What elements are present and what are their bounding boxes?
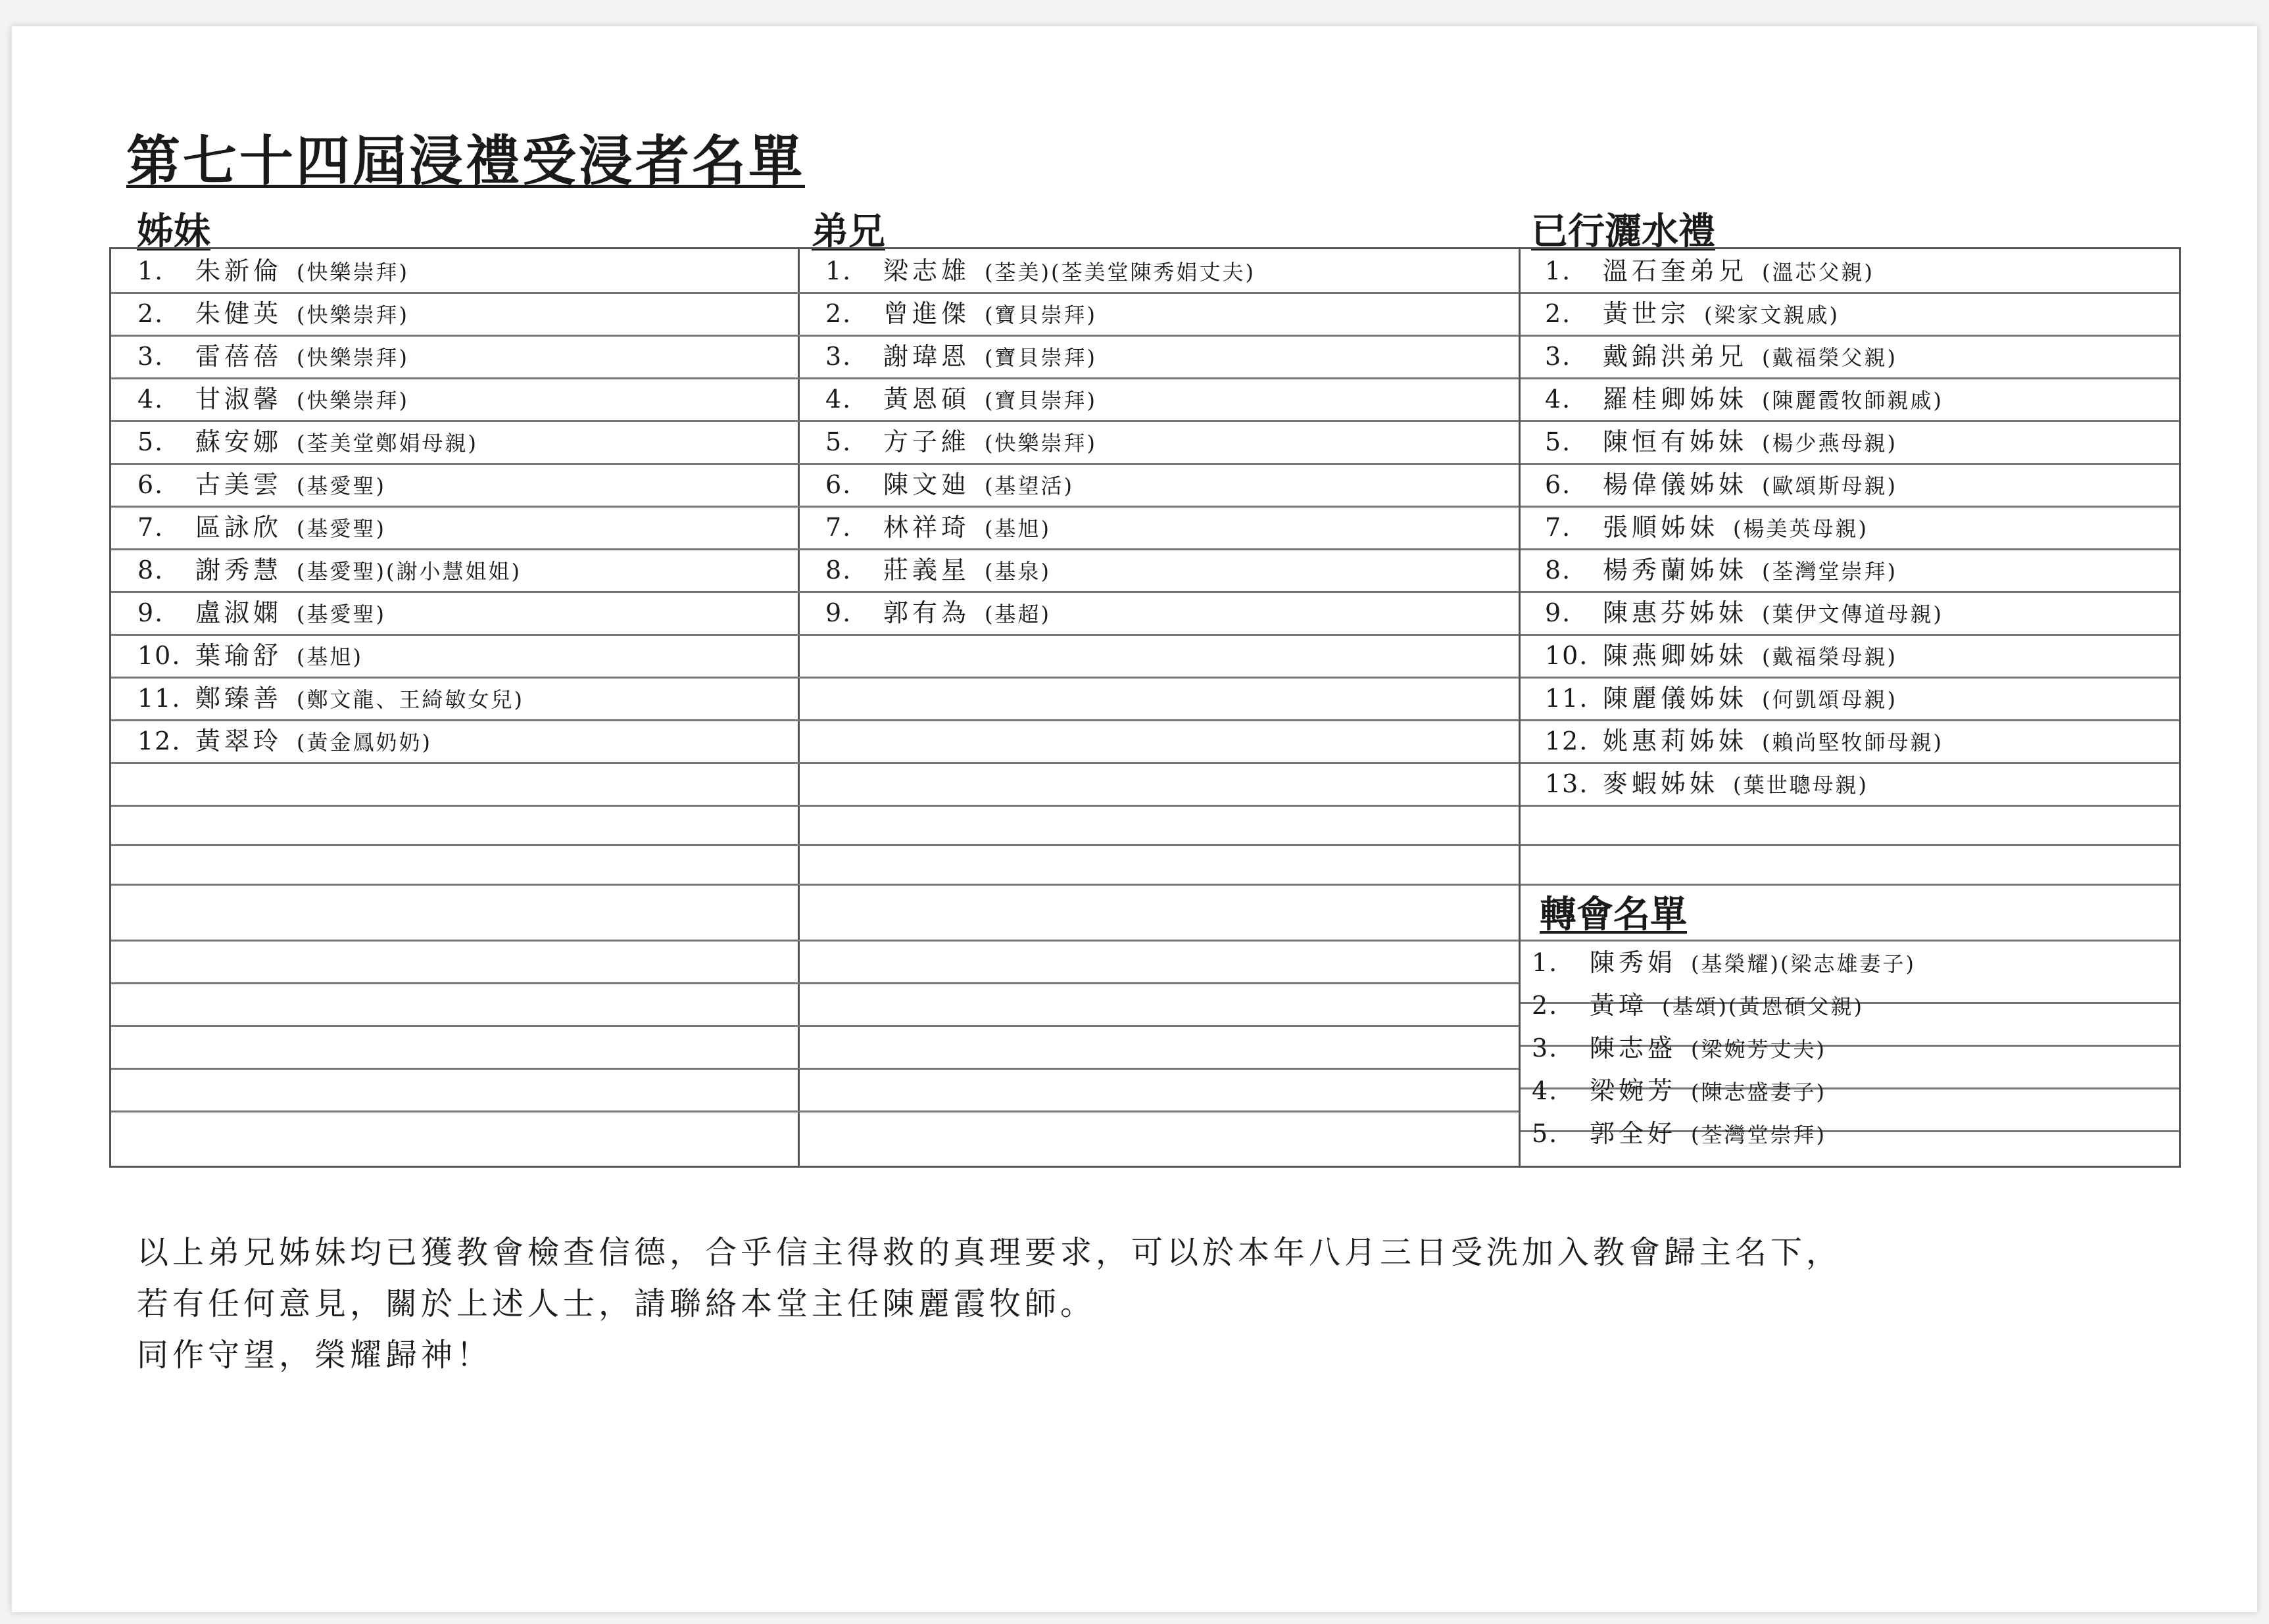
brother-row	[825, 515, 1051, 540]
row-rule	[1521, 506, 2179, 508]
row-rule	[1521, 634, 2179, 636]
row-number: 7.	[137, 513, 164, 542]
member-name: 陳文廸	[883, 470, 971, 499]
sister-row	[137, 515, 386, 540]
member-name: 雷蓓蓓	[195, 342, 283, 371]
member-name: 陳燕卿姊妹	[1603, 641, 1748, 670]
member-name: 朱新倫	[195, 256, 283, 285]
member-name: 陳恒有姊妹	[1603, 427, 1748, 456]
row-number: 6.	[825, 470, 852, 499]
member-note: (寶貝崇拜)	[985, 388, 1097, 413]
sprinkled-row	[1545, 301, 1840, 326]
sister-row	[137, 472, 386, 497]
member-name: 蘇安娜	[195, 427, 283, 456]
sister-row	[137, 686, 524, 711]
footer-line: 若有任何意見，關於上述人士，請聯絡本堂主任陳麗霞牧師。	[137, 1285, 1096, 1322]
row-rule	[111, 719, 1519, 721]
member-note: (楊少燕母親)	[1762, 431, 1897, 456]
row-rule	[111, 982, 1519, 984]
row-rule	[111, 420, 1519, 422]
member-name: 楊秀蘭姊妹	[1603, 556, 1748, 585]
row-number: 13.	[1545, 769, 1589, 798]
row-rule	[111, 292, 1519, 294]
member-note: (基旭)	[985, 516, 1051, 541]
member-note: (楊美英母親)	[1733, 516, 1868, 541]
member-name: 楊偉儀姊妹	[1603, 470, 1748, 499]
member-note: (葉伊文傳道母親)	[1762, 602, 1943, 627]
member-note: (基榮耀)(梁志雄妻子)	[1691, 951, 1916, 976]
member-name: 梁婉芳	[1590, 1076, 1677, 1105]
footer-notice	[137, 1227, 1842, 1381]
member-note: (基愛聖)	[297, 516, 386, 541]
member-name: 謝秀慧	[195, 556, 283, 585]
row-number: 11.	[1545, 684, 1589, 713]
row-number: 8.	[1545, 556, 1572, 585]
brother-row	[825, 429, 1097, 454]
row-number: 2.	[137, 299, 164, 328]
brother-row	[825, 472, 1074, 497]
member-note: (戴福榮母親)	[1762, 644, 1897, 669]
member-name: 黃璋	[1590, 991, 1648, 1020]
member-name: 姚惠莉姊妹	[1603, 727, 1748, 755]
member-name: 朱健英	[195, 299, 283, 328]
member-name: 麥蝦姊妹	[1603, 769, 1719, 798]
row-number: 8.	[825, 556, 852, 585]
row-number: 10.	[137, 641, 182, 670]
member-name: 陳秀娟	[1590, 948, 1677, 977]
row-number: 5.	[1545, 427, 1572, 456]
brother-row	[825, 258, 1256, 283]
row-number: 9.	[825, 598, 852, 627]
brothers-header: 弟兄	[812, 210, 885, 253]
row-rule	[111, 548, 1519, 550]
row-number: 5.	[825, 427, 852, 456]
row-number: 3.	[825, 342, 852, 371]
row-rule	[1521, 335, 2179, 337]
sprinkled-row	[1545, 686, 1897, 711]
row-number: 12.	[137, 727, 182, 755]
row-rule	[111, 506, 1519, 508]
member-note: (寶貝崇拜)	[985, 345, 1097, 370]
row-number: 2.	[1532, 991, 1559, 1020]
member-name: 陳麗儀姊妹	[1603, 684, 1748, 713]
member-name: 古美雲	[195, 470, 283, 499]
row-number: 1.	[825, 256, 852, 285]
member-note: (基愛聖)	[297, 473, 386, 498]
member-name: 羅桂卿姊妹	[1603, 385, 1748, 414]
member-note: (快樂崇拜)	[297, 302, 409, 327]
row-number: 7.	[1545, 513, 1572, 542]
member-name: 甘淑馨	[195, 385, 283, 414]
member-name: 郭全好	[1590, 1119, 1677, 1148]
row-number: 4.	[1545, 385, 1572, 414]
member-note: (陳志盛妻子)	[1691, 1080, 1826, 1105]
member-note: (荃灣堂崇拜)	[1762, 559, 1897, 584]
sister-row	[137, 600, 386, 625]
row-rule	[1521, 844, 2179, 846]
member-name: 郭有為	[883, 598, 971, 627]
row-number: 6.	[137, 470, 164, 499]
member-note: (快樂崇拜)	[297, 345, 409, 370]
member-note: (快樂崇拜)	[297, 388, 409, 413]
member-name: 陳志盛	[1590, 1034, 1677, 1063]
row-number: 5.	[1532, 1119, 1559, 1148]
sister-row	[137, 728, 432, 753]
row-number: 9.	[137, 598, 164, 627]
document-sheet	[12, 26, 2257, 1612]
column-divider	[798, 249, 800, 1166]
row-rule	[1521, 463, 2179, 465]
member-note: (溫芯父親)	[1762, 260, 1874, 285]
sister-row	[137, 558, 522, 583]
transfer-row	[1532, 1121, 1826, 1146]
sisters-header: 姊妹	[137, 210, 210, 253]
member-name: 鄭臻善	[195, 684, 283, 713]
transfer-header: 轉會名單	[1540, 893, 1687, 936]
sprinkled-row	[1545, 472, 1897, 497]
row-number: 4.	[1532, 1076, 1559, 1105]
row-number: 3.	[1545, 342, 1572, 371]
row-number: 7.	[825, 513, 852, 542]
page-title: 第七十四屆浸禮受浸者名單	[126, 130, 806, 193]
member-note: (梁婉芳丈夫)	[1691, 1037, 1826, 1062]
sprinkled-row	[1545, 600, 1943, 625]
member-note: (葉世聰母親)	[1733, 773, 1868, 798]
member-note: (寶貝崇拜)	[985, 302, 1097, 327]
row-number: 1.	[1532, 948, 1559, 977]
row-rule	[1521, 762, 2179, 764]
member-note: (陳麗霞牧師親戚)	[1762, 388, 1943, 413]
sprinkled-row	[1545, 429, 1897, 454]
member-note: (基愛聖)	[297, 602, 386, 627]
member-note: (荃美堂鄭娟母親)	[297, 431, 478, 456]
row-rule	[1521, 292, 2179, 294]
row-rule	[111, 335, 1519, 337]
member-note: (鄭文龍、王綺敏女兒)	[297, 687, 524, 712]
roster-table	[109, 247, 2181, 1168]
sprinkled-row	[1545, 728, 1943, 753]
sister-row	[137, 258, 409, 283]
member-name: 戴錦洪弟兄	[1603, 342, 1748, 371]
sprinkled-row	[1545, 771, 1868, 796]
row-number: 3.	[1532, 1034, 1559, 1063]
member-note: (荃灣堂崇拜)	[1691, 1122, 1826, 1147]
member-note: (基頌)(黃恩碩父親)	[1662, 994, 1864, 1019]
member-name: 曾進傑	[883, 299, 971, 328]
row-rule	[111, 1025, 1519, 1027]
member-note: (荃美)(荃美堂陳秀娟丈夫)	[985, 260, 1256, 285]
sister-row	[137, 429, 478, 454]
transfer-row	[1532, 1078, 1826, 1103]
member-note: (梁家文親戚)	[1704, 302, 1840, 327]
member-name: 黃恩碩	[883, 385, 971, 414]
row-number: 3.	[137, 342, 164, 371]
row-rule	[1521, 940, 2179, 942]
row-number: 5.	[137, 427, 164, 456]
row-rule	[111, 762, 1519, 764]
row-rule	[111, 463, 1519, 465]
row-rule	[111, 940, 1519, 942]
member-name: 區詠欣	[195, 513, 283, 542]
sprinkled-row	[1545, 515, 1868, 540]
row-number: 9.	[1545, 598, 1572, 627]
member-name: 黃世宗	[1603, 299, 1690, 328]
member-note: (黃金鳳奶奶)	[297, 730, 432, 755]
row-number: 2.	[825, 299, 852, 328]
row-rule	[1521, 805, 2179, 807]
member-name: 張順姊妹	[1603, 513, 1719, 542]
row-rule	[1521, 377, 2179, 379]
row-rule	[111, 377, 1519, 379]
row-rule	[111, 1068, 1519, 1070]
member-note: (歐頌斯母親)	[1762, 473, 1897, 498]
brother-row	[825, 387, 1097, 412]
member-note: (快樂崇拜)	[985, 431, 1097, 456]
row-number: 11.	[137, 684, 182, 713]
member-note: (基愛聖)(謝小慧姐姐)	[297, 559, 522, 584]
member-note: (基泉)	[985, 559, 1051, 584]
member-name: 盧淑嫻	[195, 598, 283, 627]
member-name: 陳惠芬姊妹	[1603, 598, 1748, 627]
transfer-row	[1532, 993, 1864, 1018]
member-name: 林祥琦	[883, 513, 971, 542]
row-rule	[1521, 719, 2179, 721]
member-note: (快樂崇拜)	[297, 260, 409, 285]
row-number: 4.	[137, 385, 164, 414]
row-number: 2.	[1545, 299, 1572, 328]
brother-row	[825, 344, 1097, 369]
row-number: 8.	[137, 556, 164, 585]
row-rule	[111, 844, 1519, 846]
sprinkled-header: 已行灑水禮	[1531, 210, 1715, 253]
row-rule	[1521, 677, 2179, 679]
footer-line: 以上弟兄姊妹均已獲教會檢查信德，合乎信主得救的真理要求，可以於本年八月三日受洗加入教會歸主名下，	[137, 1234, 1842, 1271]
member-note: (基望活)	[985, 473, 1074, 498]
brother-row	[825, 558, 1051, 583]
member-name: 黃翠玲	[195, 727, 283, 755]
row-rule	[111, 677, 1519, 679]
sprinkled-row	[1545, 558, 1897, 583]
sister-row	[137, 387, 409, 412]
row-number: 1.	[137, 256, 164, 285]
sprinkled-row	[1545, 344, 1897, 369]
sprinkled-row	[1545, 643, 1897, 668]
member-name: 方子維	[883, 427, 971, 456]
row-rule	[111, 591, 1519, 593]
sister-row	[137, 301, 409, 326]
transfer-row	[1532, 950, 1916, 975]
transfer-row	[1532, 1036, 1826, 1061]
member-note: (何凱頌母親)	[1762, 687, 1897, 712]
row-number: 4.	[825, 385, 852, 414]
row-number: 12.	[1545, 727, 1589, 755]
row-rule	[1521, 591, 2179, 593]
row-rule	[111, 884, 1519, 886]
footer-line: 同作守望，榮耀歸神！	[137, 1337, 493, 1373]
member-name: 莊義星	[883, 556, 971, 585]
member-name: 葉瑜舒	[195, 641, 283, 670]
member-name: 謝瑋恩	[883, 342, 971, 371]
member-note: (基旭)	[297, 644, 363, 669]
member-name: 溫石奎弟兄	[1603, 256, 1748, 285]
sprinkled-row	[1545, 258, 1874, 283]
row-number: 10.	[1545, 641, 1589, 670]
row-number: 6.	[1545, 470, 1572, 499]
member-name: 梁志雄	[883, 256, 971, 285]
sprinkled-row	[1545, 387, 1943, 412]
brother-row	[825, 600, 1051, 625]
row-number: 1.	[1545, 256, 1572, 285]
member-note: (賴尚堅牧師母親)	[1762, 730, 1943, 755]
sister-row	[137, 344, 409, 369]
row-rule	[111, 634, 1519, 636]
row-rule	[1521, 548, 2179, 550]
row-rule	[111, 805, 1519, 807]
row-rule	[111, 1111, 1519, 1112]
member-note: (戴福榮父親)	[1762, 345, 1897, 370]
column-divider	[1519, 249, 1521, 1166]
member-note: (基超)	[985, 602, 1051, 627]
row-rule	[1521, 420, 2179, 422]
brother-row	[825, 301, 1097, 326]
sister-row	[137, 643, 363, 668]
